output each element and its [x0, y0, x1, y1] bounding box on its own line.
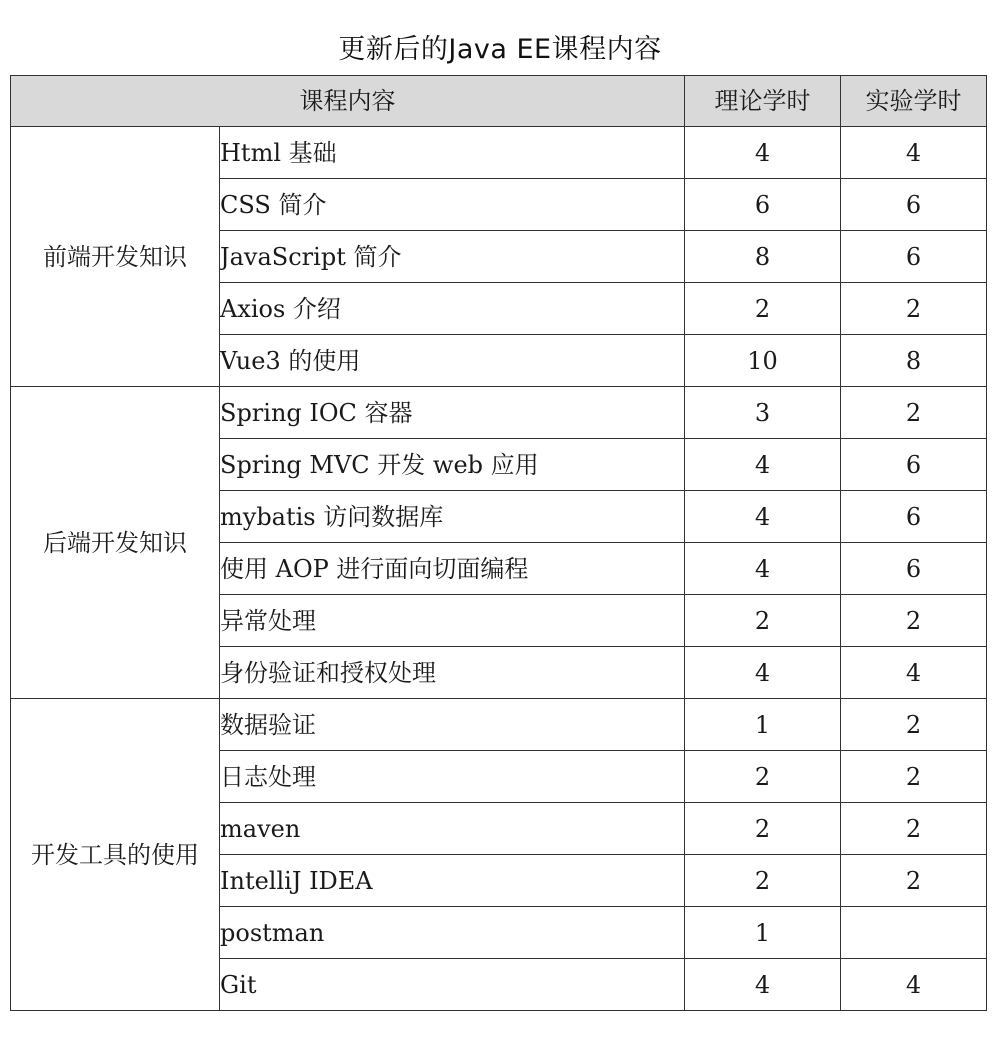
table-row — [11, 699, 987, 751]
header-course-content: 课程内容 — [11, 76, 685, 127]
lab-hours-cell: 2 — [841, 387, 987, 439]
theory-hours-cell: 1 — [685, 907, 841, 959]
group-label-frontend: 前端开发知识 — [11, 127, 220, 387]
topic-cell: 异常处理 — [220, 595, 685, 647]
topic-cell: 数据验证 — [220, 699, 685, 751]
group-label-backend: 后端开发知识 — [11, 387, 220, 699]
header-theory-hours: 理论学时 — [685, 76, 841, 127]
topic-cell: maven — [220, 803, 685, 855]
theory-hours-cell: 3 — [685, 387, 841, 439]
topic-cell: postman — [220, 907, 685, 959]
theory-hours-cell: 4 — [685, 491, 841, 543]
course-table — [10, 75, 987, 1011]
theory-hours-cell: 2 — [685, 855, 841, 907]
theory-hours-cell: 4 — [685, 439, 841, 491]
lab-hours-cell: 4 — [841, 647, 987, 699]
lab-hours-cell: 4 — [841, 127, 987, 179]
theory-hours-cell: 2 — [685, 595, 841, 647]
table-row — [11, 127, 987, 179]
topic-cell: 使用 AOP 进行面向切面编程 — [220, 543, 685, 595]
theory-hours-cell: 4 — [685, 959, 841, 1011]
group-label-tools: 开发工具的使用 — [11, 699, 220, 1011]
theory-hours-cell: 2 — [685, 803, 841, 855]
topic-cell: Spring IOC 容器 — [220, 387, 685, 439]
lab-hours-cell: 2 — [841, 699, 987, 751]
topic-cell: Git — [220, 959, 685, 1011]
lab-hours-cell: 6 — [841, 543, 987, 595]
lab-hours-cell: 8 — [841, 335, 987, 387]
lab-hours-cell: 6 — [841, 179, 987, 231]
lab-hours-cell: 6 — [841, 231, 987, 283]
theory-hours-cell: 2 — [685, 751, 841, 803]
page-title: 更新后的Java EE课程内容 — [338, 34, 662, 65]
theory-hours-cell: 2 — [685, 283, 841, 335]
theory-hours-cell: 1 — [685, 699, 841, 751]
lab-hours-cell: 6 — [841, 439, 987, 491]
topic-cell: JavaScript 简介 — [220, 231, 685, 283]
theory-hours-cell: 4 — [685, 647, 841, 699]
header-lab-hours: 实验学时 — [841, 76, 987, 127]
topic-cell: CSS 简介 — [220, 179, 685, 231]
lab-hours-cell — [841, 907, 987, 959]
topic-cell: Vue3 的使用 — [220, 335, 685, 387]
table-header-row — [11, 76, 987, 127]
lab-hours-cell: 2 — [841, 751, 987, 803]
lab-hours-cell: 2 — [841, 595, 987, 647]
table-row — [11, 387, 987, 439]
lab-hours-cell: 4 — [841, 959, 987, 1011]
theory-hours-cell: 10 — [685, 335, 841, 387]
topic-cell: Html 基础 — [220, 127, 685, 179]
topic-cell: Spring MVC 开发 web 应用 — [220, 439, 685, 491]
topic-cell: 日志处理 — [220, 751, 685, 803]
theory-hours-cell: 4 — [685, 127, 841, 179]
theory-hours-cell: 8 — [685, 231, 841, 283]
topic-cell: 身份验证和授权处理 — [220, 647, 685, 699]
topic-cell: IntelliJ IDEA — [220, 855, 685, 907]
theory-hours-cell: 4 — [685, 543, 841, 595]
theory-hours-cell: 6 — [685, 179, 841, 231]
lab-hours-cell: 6 — [841, 491, 987, 543]
topic-cell: mybatis 访问数据库 — [220, 491, 685, 543]
lab-hours-cell: 2 — [841, 855, 987, 907]
lab-hours-cell: 2 — [841, 803, 987, 855]
lab-hours-cell: 2 — [841, 283, 987, 335]
topic-cell: Axios 介绍 — [220, 283, 685, 335]
